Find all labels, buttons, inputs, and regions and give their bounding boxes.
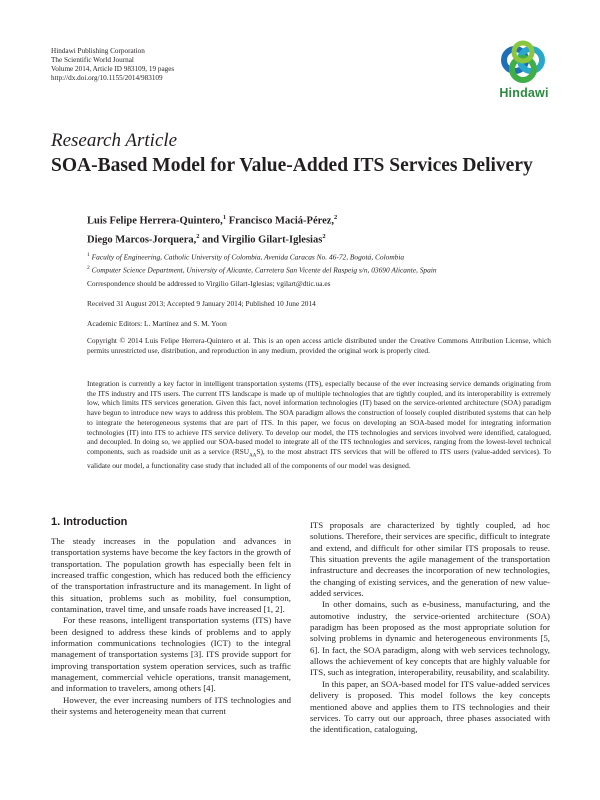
copyright-notice: Copyright © 2014 Luis Felipe Herrera-Quintero et al. This is an open access article distributed under the Creative Commons Attribution License, which permits unrestricted use, distribution, and reproduction in any medium, provided the original work is properly cited. (87, 336, 551, 355)
right-column (310, 520, 550, 736)
section-heading: 1. Introduction (51, 516, 128, 528)
left-column (51, 536, 291, 718)
publisher-line: Hindawi Publishing Corporation (51, 47, 145, 55)
author-name: Francisco Maciá-Pérez, (226, 215, 335, 227)
author-affiliation-mark: 2 (322, 232, 326, 240)
author-line-2 (87, 229, 337, 248)
abstract (87, 379, 551, 471)
author-affiliation-mark: 2 (334, 214, 338, 221)
volume-line: Volume 2014, Article ID 983109, 19 pages (51, 65, 175, 73)
correspondence: Correspondence should be addressed to Virgilio Gilart-Iglesias; vgilart@dtic.ua.es (87, 279, 331, 288)
journal-header (51, 47, 174, 83)
paper-title: SOA-Based Model for Value-Added ITS Services Delivery (51, 155, 533, 176)
paragraph: The steady increases in the population and advances in transportation systems have become the key factors in the growth of transportation. The population growth has especially been felt in increased traffic congestion, which has reduced both the efficiency of the transportation infrastructure and its management. In light of this situation, problems such as mobility, fuel consumption, contamination, travel time, and unsafe roads have increased [1, 2]. (51, 536, 291, 615)
paragraph: However, the ever increasing numbers of ITS technologies and their systems and heterogeneity mean that current (51, 694, 291, 717)
affiliation-text: Faculty of Engineering, Catholic University of Colombia, Avenida Caracas No. 46-72, Bogotá, Colombia (89, 252, 405, 262)
affiliation-2 (87, 263, 437, 276)
academic-editors: Academic Editors: L. Martínez and S. M. Yoon (87, 319, 227, 328)
abstract-text: Integration is currently a key factor in intelligent transportation systems (ITS), especially because of the ever increasing service demands originating from the ITS industry and ITS users. The current ITS landscape is made up of multiple technologies that are tightly coupled, and its interoperability is extremely low, which limits ITS services generation. Given this fact, novel information technologies (IT) based on the service-oriented architecture (SOA) paradigm have begun to introduce new ways to address this problem. The SOA paradigm allows the construction of loosely coupled distributed systems that can help to integrate the heterogeneous systems that are part of ITS. In this paper, we focus on developing an SOA-based model for integrating information technologies (IT) into ITS to achieve ITS service delivery. To develop our model, the ITS technologies and services involved were identified, catalogued, and decoupled. In doing so, we applied our SOA-based model to integrate all of the ITS technologies and services, ranging from the lowest-level technical components, such as roadside unit as a service (RSU (87, 379, 551, 456)
affiliations (87, 250, 437, 276)
affiliation-number: 1 (87, 252, 90, 258)
abstract-subscript: AA (249, 453, 257, 459)
affiliation-1 (87, 250, 437, 263)
author-name: Diego Marcos-Jorquera, (87, 234, 197, 245)
hindawi-logo[interactable] (493, 40, 555, 108)
author-list (87, 210, 337, 247)
article-type: Research Article (51, 130, 178, 151)
article-dates: Received 31 August 2013; Accepted 9 January 2014; Published 10 June 2014 (87, 299, 316, 308)
author-affiliation-mark: 1 (222, 214, 227, 221)
paragraph: For these reasons, intelligent transportation systems (ITS) have been designed to address these kinds of problems and to apply information communications technologies (ICT) to the integral management of transportation systems [3]. ITS provide support for improving transportation system operation services, such as traffic management, commercial vehicle operations, transit management, and information to travelers, among others [4]. (51, 615, 291, 694)
paragraph: In this paper, an SOA-based model for ITS value-added services delivery is proposed. This model follows the key concepts mentioned above and applies them to ITS technologies and their services. To carry out our approach, three phases associated with the identification, cataloguing, (310, 678, 550, 735)
hindawi-logo-icon (493, 40, 555, 86)
author-affiliation-mark: 2 (196, 232, 200, 240)
journal-line: The Scientific World Journal (51, 56, 134, 64)
author-name: Luis Felipe Herrera-Quintero, (87, 215, 223, 227)
affiliation-number: 2 (87, 264, 90, 271)
author-line-1 (87, 210, 337, 229)
logo-text: Hindawi (499, 86, 549, 100)
doi-link[interactable]: http://dx.doi.org/10.1155/2014/983109 (51, 74, 163, 82)
paragraph: In other domains, such as e-business, manufacturing, and the automotive industry, the service-oriented architecture (SOA) paradigm has been proposed as the most appropriate solution for solving problems in dynamic and heterogeneous environments [5, 6]. In fact, the SOA paradigm, along with web services technology, allows the achievement of key concepts that are highly valuable for ITS, such as integration, interoperability, reusability, and scalability. (310, 599, 550, 678)
affiliation-text: Computer Science Department, University of Alicante, Carretera San Vicente del Raspeig s/n, 03690 Alicante, Spain (89, 265, 437, 275)
abstract-text: S), to the most abstract ITS services that will be offered to ITS users (value-added services). To validate our model, a functionality case study that included all of the components of our model was designed. (87, 446, 551, 471)
author-name: and Virgilio Gilart-Iglesias (199, 234, 323, 245)
paragraph: ITS proposals are characterized by tightly coupled, ad hoc solutions. Therefore, their services are specific, difficult to integrate and extend, and difficult for other similar ITS proposals to reuse. This situation prevents the agile management of the transportation infrastructure and decreases the incorporation of new technologies, the changing of existing services, and the generation of new value-added services. (310, 520, 550, 599)
